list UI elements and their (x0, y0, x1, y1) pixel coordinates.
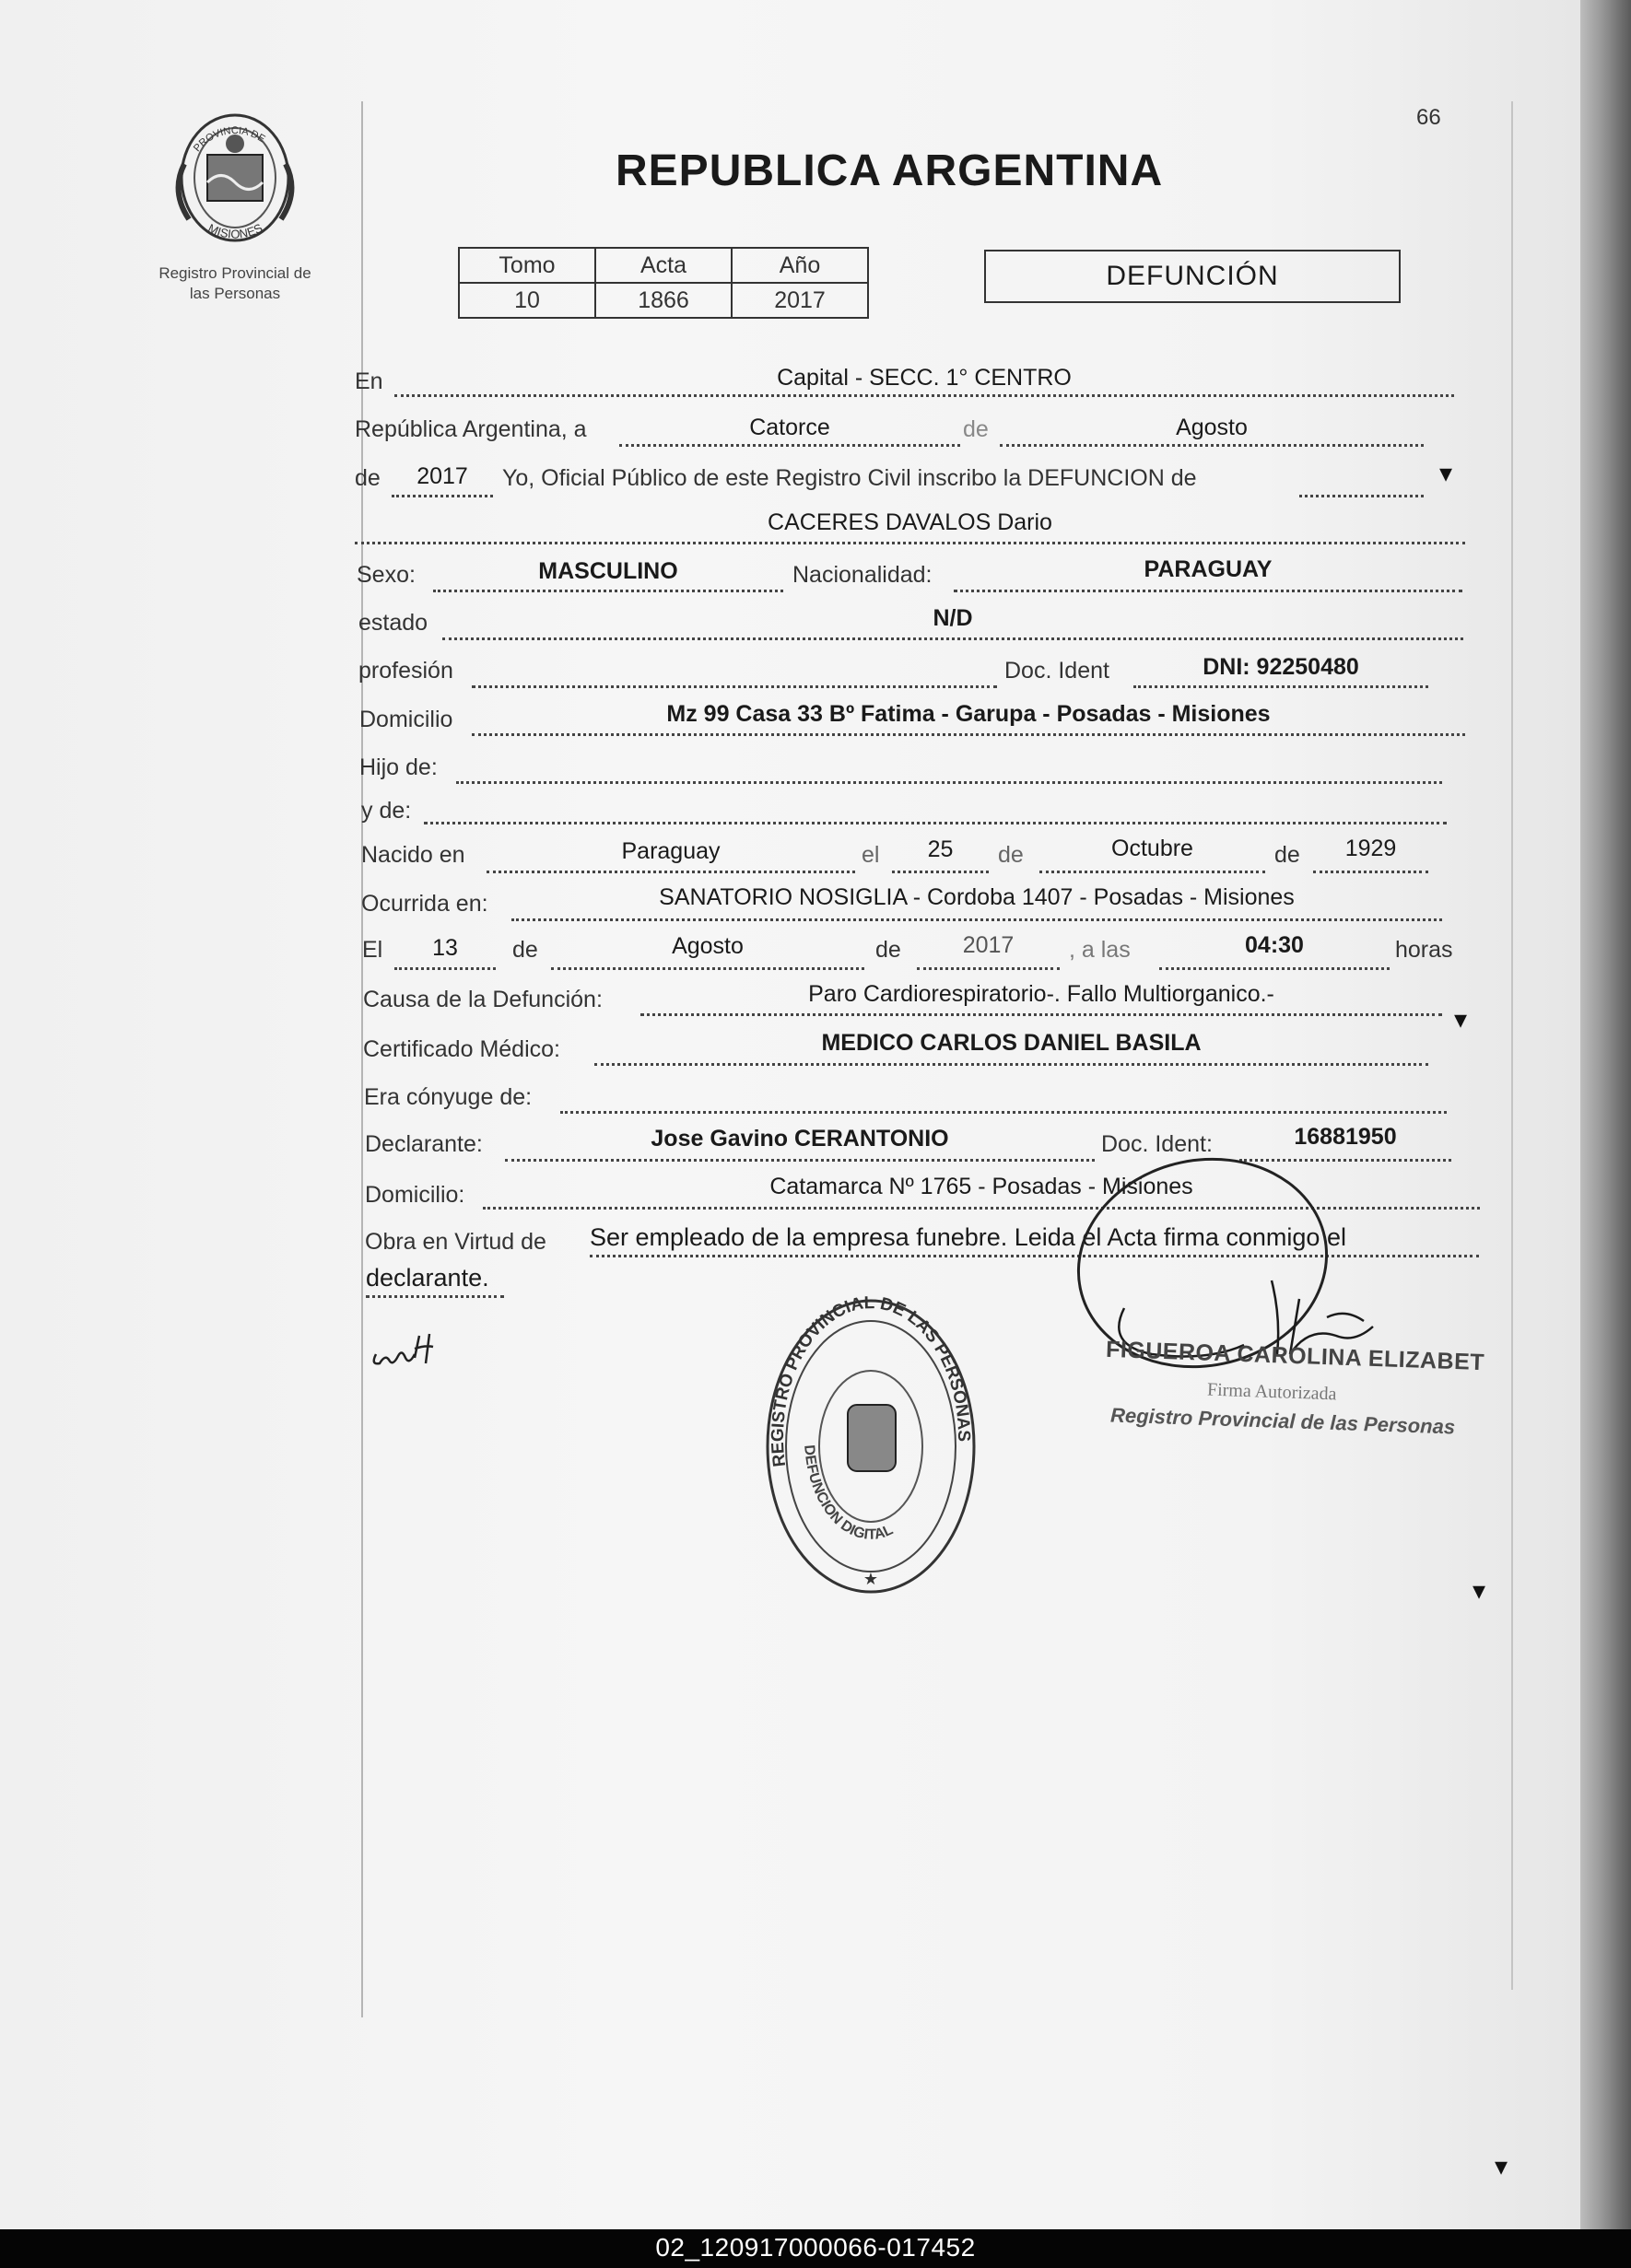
death-time-value: 04:30 (1245, 932, 1304, 958)
svg-text:★: ★ (862, 1570, 879, 1588)
death-month-underline (551, 967, 864, 970)
profesion-underline (472, 685, 997, 688)
doc-ident-value: DNI: 92250480 (1203, 654, 1359, 680)
right-margin-line (1511, 101, 1513, 1990)
registry-line2: las Personas (189, 285, 281, 302)
provincial-crest-icon (166, 109, 304, 247)
en-value: Capital - SECC. 1° CENTRO (777, 365, 1072, 391)
domicilio-underline (472, 733, 1465, 736)
obra-value-line2: declarante. (366, 1264, 489, 1292)
nacido-label: Nacido en (361, 842, 465, 868)
check-mark-icon-2: ▾ (1454, 1005, 1468, 1034)
estado-underline (442, 637, 1463, 640)
name-underline (355, 542, 1465, 544)
year-underline (392, 495, 493, 497)
profesion-label: profesión (358, 658, 453, 684)
ocurrida-label: Ocurrida en: (361, 891, 488, 917)
signatory-organization: Registro Provincial de las Personas (1109, 1403, 1456, 1439)
svg-text:MISIONES (206, 220, 265, 240)
birth-month-value: Octubre (1111, 836, 1193, 861)
nacionalidad-value: PARAGUAY (1144, 556, 1273, 582)
nacionalidad-underline (954, 590, 1462, 592)
death-month-value: Agosto (672, 933, 744, 959)
certificado-value: MEDICO CARLOS DANIEL BASILA (821, 1030, 1202, 1056)
de-label: de (963, 416, 989, 442)
ref-value-anio: 2017 (732, 283, 868, 318)
death-de2-label: de (875, 937, 901, 963)
sexo-underline (433, 590, 783, 592)
horas-label: horas (1395, 937, 1453, 963)
birth-month-underline (1039, 871, 1265, 873)
margin-mark-icon-2: ▾ (1495, 2152, 1508, 2180)
binder-edge (1580, 0, 1631, 2229)
hijo-underline (456, 781, 1442, 784)
registry-line1: Registro Provincial de (158, 264, 311, 282)
sexo-label: Sexo: (357, 562, 416, 588)
year-prefix-label: de (355, 465, 381, 491)
domicilio-label: Domicilio (359, 707, 453, 732)
certificado-label: Certificado Médico: (363, 1036, 560, 1062)
decl-domicilio-value: Catamarca Nº 1765 - Posadas - Misiones (769, 1174, 1193, 1199)
death-time-underline (1159, 967, 1390, 970)
declarante-underline (505, 1159, 1095, 1162)
check-mark-icon: ▾ (1439, 459, 1453, 487)
crest-bottom-text: MISIONES (205, 220, 265, 241)
deceased-name-value: CACERES DAVALOS Dario (768, 509, 1052, 535)
inscription-text: Yo, Oficial Público de este Registro Civil inscribo la DEFUNCION de (502, 465, 1197, 491)
birth-year-underline (1313, 871, 1428, 873)
day-underline (619, 444, 960, 447)
ocurrida-value: SANATORIO NOSIGLIA - Cordoba 1407 - Posadas - Misiones (659, 884, 1295, 910)
scan-file-id: 02_120917000066-017452 (655, 2233, 976, 2262)
estado-label: estado (358, 610, 428, 636)
death-year-value: 2017 (962, 932, 1015, 958)
ref-header-tomo: Tomo (459, 248, 595, 283)
obra-underline-2 (366, 1295, 504, 1298)
month-underline (1000, 444, 1424, 447)
inscription-underline (1299, 495, 1424, 497)
conyuge-label: Era cónyuge de: (364, 1084, 533, 1110)
causa-underline (640, 1013, 1442, 1016)
day-text-value: Catorce (749, 415, 830, 440)
obra-value-line1: Ser empleado de la empresa funebre. Leida el Acta firma conmigo el (590, 1223, 1346, 1251)
en-label: En (355, 368, 383, 394)
page-number: 66 (1416, 105, 1441, 130)
official-stamp-icon (760, 1294, 981, 1598)
birth-day-value: 25 (927, 836, 954, 862)
ref-value-acta: 1866 (595, 283, 732, 318)
death-el-label: El (362, 937, 383, 963)
stamp-inner-text: DEFUNCION DIGITAL (801, 1444, 896, 1543)
crest-top-text: PROVINCIA DE (192, 125, 267, 155)
nacido-value: Paraguay (621, 838, 721, 864)
estado-value: N/D (933, 605, 973, 631)
declarante-value: Jose Gavino CERANTONIO (651, 1126, 949, 1152)
death-year-underline (917, 967, 1060, 970)
birth-year-value: 1929 (1344, 836, 1397, 861)
nacido-underline (487, 871, 855, 873)
signatory-name: FIGUEROA CAROLINA ELIZABET (1105, 1336, 1485, 1376)
decl-doc-label: Doc. Ident: (1101, 1131, 1213, 1157)
month-text-value: Agosto (1176, 415, 1248, 440)
conyuge-underline (560, 1111, 1447, 1114)
birth-de2-label: de (1274, 842, 1300, 868)
doc-ident-underline (1133, 685, 1428, 688)
hijo-label: Hijo de: (359, 754, 438, 780)
birth-day-underline (892, 871, 989, 873)
document-type-box: DEFUNCIÓN (984, 250, 1401, 303)
yde-underline (424, 822, 1447, 824)
doc-ident-label: Doc. Ident (1004, 658, 1109, 684)
stamp-outer-text: REGISTRO PROVINCIAL DE LAS PERSONAS (768, 1294, 974, 1468)
causa-value: Paro Cardiorespiratorio-. Fallo Multiorganico.- (808, 981, 1274, 1007)
ref-header-anio: Año (732, 248, 868, 283)
a-las-label: , a las (1069, 937, 1131, 963)
ocurrida-underline (511, 918, 1442, 921)
decl-doc-value: 16881950 (1294, 1124, 1397, 1150)
handwritten-initials-icon (369, 1327, 452, 1373)
death-day-underline (394, 967, 496, 970)
death-day-value: 13 (432, 935, 458, 961)
certificado-underline (594, 1063, 1428, 1066)
nacionalidad-label: Nacionalidad: (792, 562, 933, 588)
death-de1-label: de (512, 937, 538, 963)
reference-table (458, 247, 869, 319)
ref-value-tomo: 10 (459, 283, 595, 318)
registry-name (129, 263, 341, 304)
declarante-label: Declarante: (365, 1131, 483, 1157)
birth-de1-label: de (998, 842, 1024, 868)
obra-label: Obra en Virtud de (365, 1229, 546, 1255)
margin-mark-icon: ▾ (1473, 1576, 1486, 1605)
year-value: 2017 (417, 463, 468, 489)
decl-domicilio-underline (483, 1207, 1480, 1210)
sexo-value: MASCULINO (538, 558, 678, 584)
republica-label: República Argentina, a (355, 416, 587, 442)
yde-label: y de: (361, 798, 412, 824)
document-title: REPUBLICA ARGENTINA (616, 146, 1164, 195)
domicilio-value: Mz 99 Casa 33 Bº Fatima - Garupa - Posadas - Misiones (666, 701, 1271, 727)
ref-header-acta: Acta (595, 248, 732, 283)
el-label: el (862, 842, 880, 868)
causa-label: Causa de la Defunción: (363, 987, 603, 1012)
signatory-role: Firma Autorizada (1206, 1379, 1337, 1405)
decl-domicilio-label: Domicilio: (365, 1182, 465, 1208)
en-underline (394, 394, 1454, 397)
obra-underline-1 (590, 1255, 1479, 1257)
decl-doc-underline (1239, 1159, 1451, 1162)
